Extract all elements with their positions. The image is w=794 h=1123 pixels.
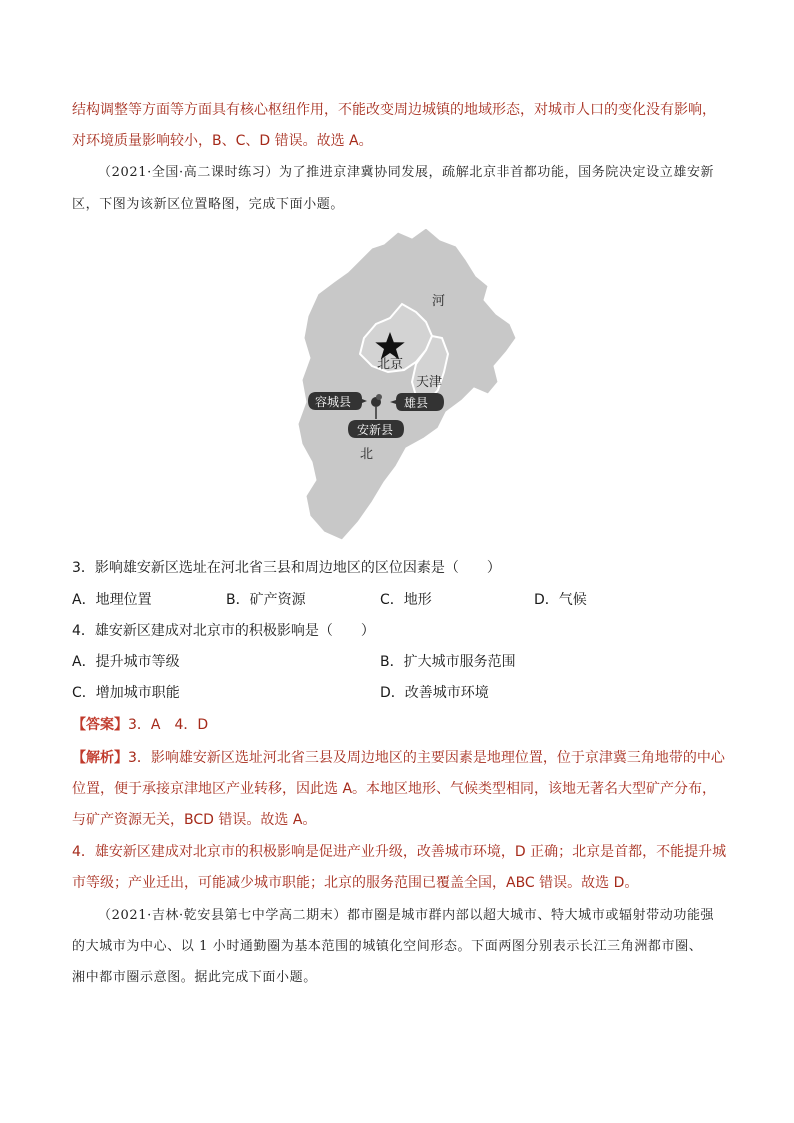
- q4-option-b: B．扩大城市服务范围: [380, 654, 516, 670]
- analysis-line-3: 与矿产资源无关，BCD 错误。故选 A。: [72, 812, 317, 828]
- label-xiongxian: 雄县: [404, 396, 429, 410]
- q3-stem: 3．影响雄安新区选址在河北省三县和周边地区的区位因素是（ ）: [72, 560, 501, 576]
- q4-stem: 4．雄安新区建成对北京市的积极影响是（ ）: [72, 623, 375, 639]
- next-intro-line-1: （2021·吉林·乾安县第七中学高二期末）都市圈是城市群内部以超大城市、特大城市或辐射带动功能强: [98, 908, 715, 923]
- label-bei: 北: [360, 447, 374, 462]
- answer-text: 3．A 4．D: [128, 717, 209, 733]
- q3-option-a: A．地理位置: [72, 592, 152, 608]
- label-rongcheng: 容城县: [315, 395, 352, 409]
- analysis-line-4: 4．雄安新区建成对北京市的积极影响是促进产业升级，改善城市环境，D 正确；北京是首都，不能提升城: [72, 844, 727, 860]
- next-intro-line-2: 的大城市为中心、以 1 小时通勤圈为基本范围的城镇化空间形态。下面两图分别表示长江三角洲都市圈、: [72, 939, 703, 954]
- answer-line: [72, 715, 208, 735]
- analysis-line-5: 市等级；产业迁出，可能减少城市职能；北京的服务范围已覆盖全国，ABC 错误。故选 D。: [72, 875, 639, 891]
- xiongan-marker-dot-icon: [376, 394, 382, 400]
- next-intro-line-3: 湘中都市圈示意图。据此完成下面小题。: [72, 970, 317, 985]
- label-he: 河: [432, 294, 446, 309]
- q3-option-d: D．气候: [534, 592, 587, 608]
- xiongan-location-map: [298, 226, 520, 542]
- label-anxin: 安新县: [357, 423, 394, 437]
- analysis-text-1: 3．影响雄安新区选址河北省三县及周边地区的主要因素是地理位置，位于京津冀三角地带的中心: [128, 750, 725, 766]
- analysis-line-1: [72, 748, 725, 768]
- prev-answer-line-1: 结构调整等方面等方面具有核心枢纽作用，不能改变周边城镇的地域形态，对城市人口的变化没有影响，: [72, 102, 716, 118]
- q3-option-c: C．地形: [380, 592, 432, 608]
- hebei-region: [298, 228, 516, 540]
- q4-option-c: C．增加城市职能: [72, 685, 180, 701]
- label-beijing: 北京: [377, 357, 404, 372]
- analysis-line-2: 位置，便于承接京津地区产业转移，因此选 A。本地区地形、气候类型相同，该地无著名大型矿产分布，: [72, 781, 717, 797]
- q3-option-b: B．矿产资源: [226, 592, 306, 608]
- question-intro-line-2: 区，下图为该新区位置略图，完成下面小题。: [72, 197, 345, 212]
- q4-option-d: D．改善城市环境: [380, 685, 489, 701]
- question-intro-line-1: （2021·全国·高二课时练习）为了推进京津冀协同发展，疏解北京非首都功能，国务院决定设立雄安新: [98, 165, 715, 180]
- label-tianjin: 天津: [416, 375, 443, 390]
- answer-tag: 【答案】: [72, 717, 128, 733]
- analysis-tag: 【解析】: [72, 750, 128, 766]
- prev-answer-line-2: 对环境质量影响较小，B、C、D 错误。故选 A。: [72, 133, 373, 149]
- q4-option-a: A．提升城市等级: [72, 654, 180, 670]
